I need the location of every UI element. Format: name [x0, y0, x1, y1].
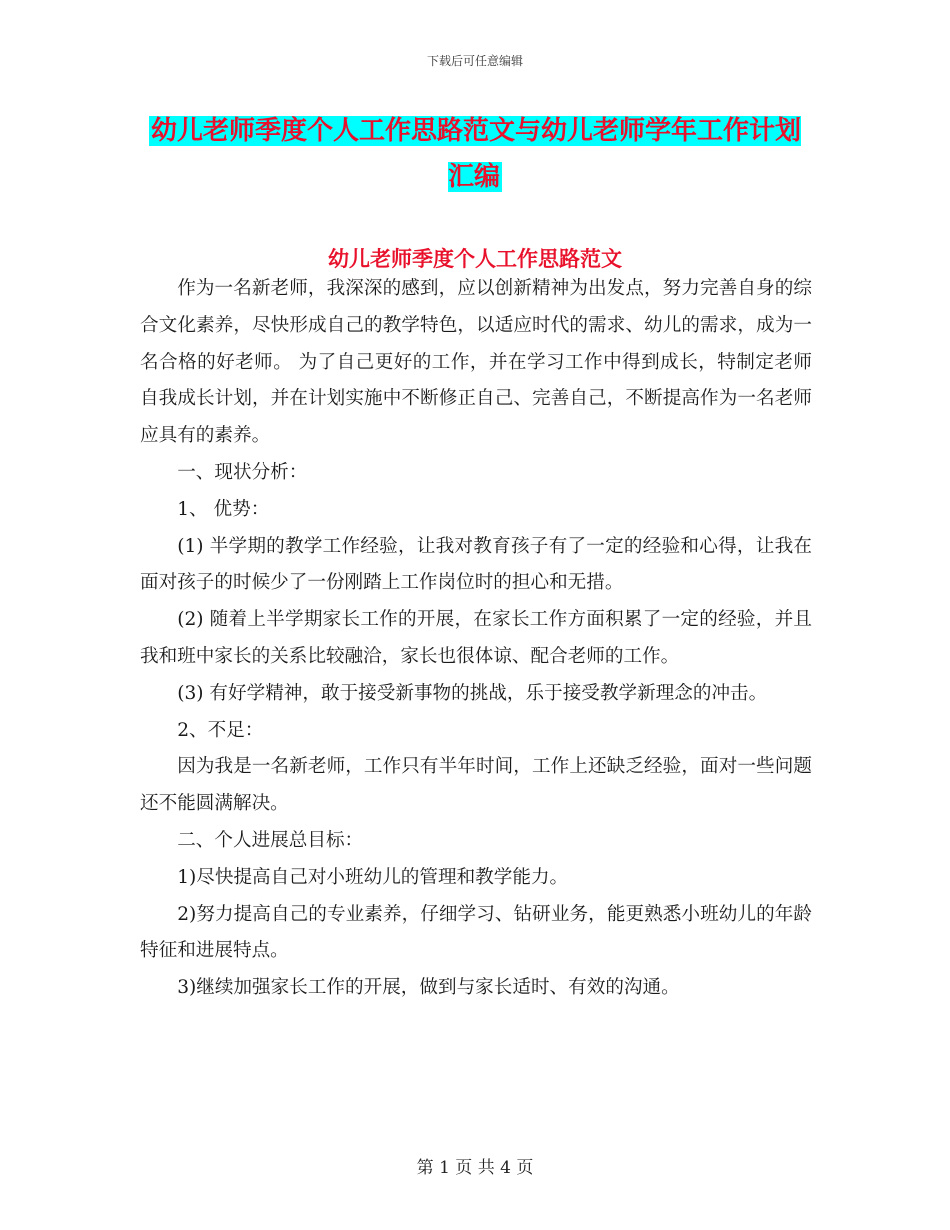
heading-weaknesses: 2、不足： [177, 719, 264, 741]
document-title-text: 幼儿老师季度个人工作思路范文与幼儿老师学年工作计划汇编 [150, 116, 801, 192]
page-header-note: 下载后可任意编辑 [426, 54, 523, 68]
heading-goals: 二、个人进展总目标： [177, 829, 364, 851]
paragraph-strength-2: (2) 随着上半学期家长工作的开展，在家长工作方面积累了一定的经验，并且我和班中家长的关系比较融洽，家长也很体谅、配合老师的工作。 [140, 609, 812, 667]
heading-strengths: 1、 优势： [177, 498, 270, 520]
paragraph-strength-1: (1) 半学期的教学工作经验，让我对教育孩子有了一定的经验和心得，让我在面对孩子的时候少了一份刚踏上工作岗位时的担心和无措。 [140, 535, 812, 594]
heading-status-analysis: 一、现状分析： [177, 461, 308, 483]
paragraph-goal-2: 2)努力提高自己的专业素养，仔细学习、钻研业务，能更熟悉小班幼儿的年龄特征和进展特点。 [140, 903, 812, 962]
section-title: 幼儿老师季度个人工作思路范文 [328, 247, 622, 271]
paragraph-strength-3: (3) 有好学精神，敢于接受新事物的挑战，乐于接受教学新理念的冲击。 [177, 682, 768, 704]
paragraph-weakness: 因为我是一名新老师，工作只有半年时间，工作上还缺乏经验，面对一些问题还不能圆满解决。 [140, 756, 812, 815]
paragraph-goal-3: 3)继续加强家长工作的开展，做到与家长适时、有效的沟通。 [177, 977, 680, 999]
document-title [140, 108, 810, 200]
paragraph-intro: 作为一名新老师，我深深的感到，应以创新精神为出发点，努力完善自身的综合文化素养，尽快形成自己的教学特色，以适应时代的需求、幼儿的需求，成为一名合格的好老师。 为了自己更好的工作，并在学习工作中得到成长，特制定老师自我成长计划，并在计划实施中不断修正自己、完善自己，不断提高作为一名老师应具有的素养。 [140, 278, 812, 447]
document-body [140, 271, 812, 1007]
paragraph-goal-1: 1)尽快提高自己对小班幼儿的管理和教学能力。 [177, 866, 569, 888]
page-footer-number: 第 1 页 共 4 页 [416, 1158, 534, 1178]
